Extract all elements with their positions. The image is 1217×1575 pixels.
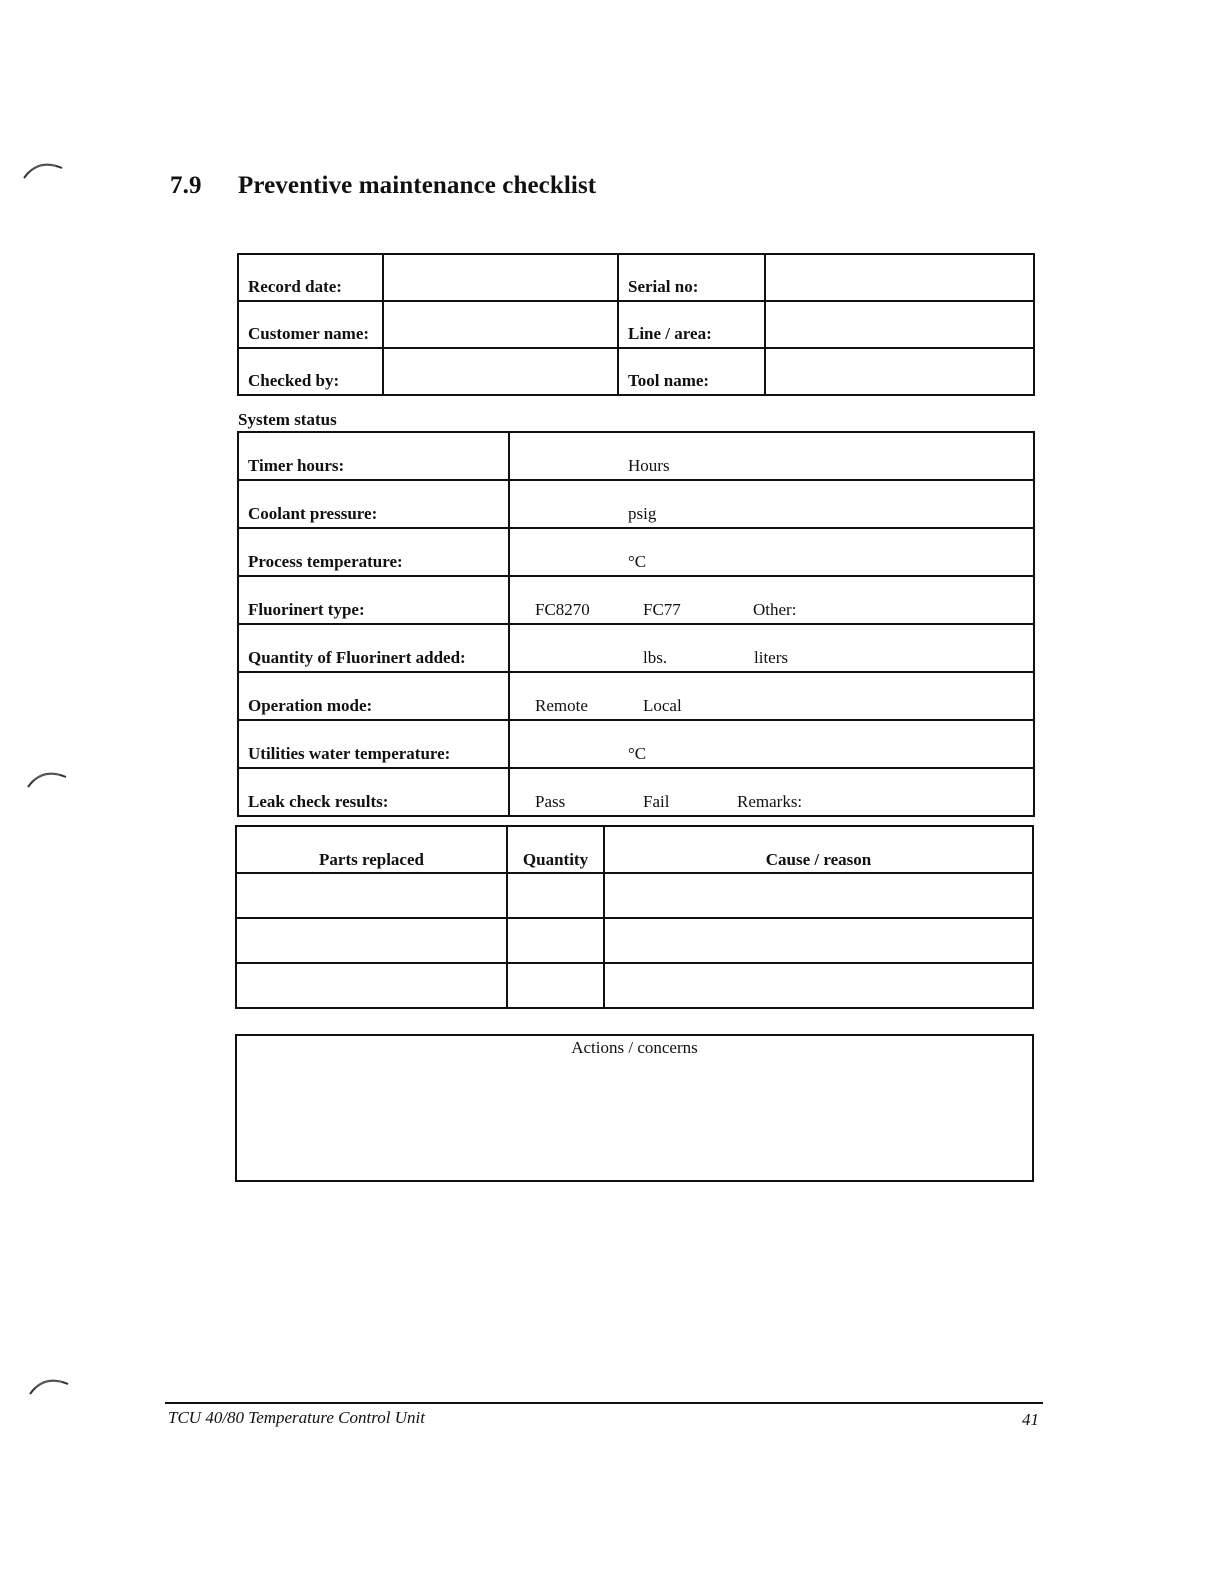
record-date-field[interactable]: [383, 254, 618, 301]
col-cause-reason: Cause / reason: [604, 826, 1033, 873]
process-temperature-field[interactable]: [509, 528, 1034, 576]
checked-by-label: Checked by:: [238, 348, 383, 395]
table-row: [238, 348, 1034, 395]
fluorinert-quantity-field[interactable]: [509, 624, 1034, 672]
tool-name-field[interactable]: [765, 348, 1034, 395]
utilities-water-temperature-label: Utilities water temperature:: [238, 720, 509, 768]
system-status-title: System status: [238, 410, 337, 429]
table-row: [238, 768, 1034, 816]
unit-hours: Hours: [628, 456, 670, 475]
option-other[interactable]: Other:: [753, 600, 797, 619]
table-row: [238, 528, 1034, 576]
table-row: [236, 963, 1033, 1008]
section-title: Preventive maintenance checklist: [238, 172, 597, 199]
quantity-cell[interactable]: [507, 918, 604, 963]
customer-name-field[interactable]: [383, 301, 618, 348]
quantity-cell[interactable]: [507, 963, 604, 1008]
table-row: [238, 432, 1034, 480]
option-fc77[interactable]: FC77: [643, 600, 681, 619]
table-header-row: [236, 826, 1033, 873]
fluorinert-type-label: Fluorinert type:: [238, 576, 509, 624]
col-quantity: Quantity: [507, 826, 604, 873]
table-row: [238, 624, 1034, 672]
line-area-label: Line / area:: [618, 301, 765, 348]
parts-replaced-table: [235, 825, 1034, 1009]
section-heading: [170, 172, 596, 200]
option-pass[interactable]: Pass: [535, 792, 566, 811]
line-area-field[interactable]: [765, 301, 1034, 348]
part-cell[interactable]: [236, 963, 507, 1008]
table-row: [238, 480, 1034, 528]
punch-hole-mark-bottom: [28, 1372, 72, 1402]
table-row: [238, 301, 1034, 348]
part-cell[interactable]: [236, 873, 507, 918]
punch-hole-mark-top: [22, 158, 66, 188]
operation-mode-options: [509, 672, 1034, 720]
fluorinert-quantity-label: Quantity of Fluorinert added:: [238, 624, 509, 672]
customer-name-label: Customer name:: [238, 301, 383, 348]
process-temperature-label: Process temperature:: [238, 528, 509, 576]
option-fail[interactable]: Fail: [643, 792, 670, 811]
quantity-cell[interactable]: [507, 873, 604, 918]
unit-celsius: °C: [628, 552, 647, 571]
footer-document-title: TCU 40/80 Temperature Control Unit: [168, 1408, 425, 1427]
part-cell[interactable]: [236, 918, 507, 963]
unit-psig: psig: [628, 504, 657, 523]
actions-concerns-box[interactable]: [235, 1034, 1034, 1182]
table-row: [236, 873, 1033, 918]
option-fc8270[interactable]: FC8270: [535, 600, 590, 619]
record-date-label: Record date:: [238, 254, 383, 301]
table-row: [236, 918, 1033, 963]
unit-liters: liters: [754, 648, 788, 667]
leak-check-options: [509, 768, 1034, 816]
table-row: [238, 720, 1034, 768]
option-local[interactable]: Local: [643, 696, 682, 715]
leak-check-label: Leak check results:: [238, 768, 509, 816]
table-row: [238, 672, 1034, 720]
operation-mode-label: Operation mode:: [238, 672, 509, 720]
footer-page-number: 41: [1022, 1410, 1039, 1429]
option-remote[interactable]: Remote: [535, 696, 588, 715]
col-parts-replaced: Parts replaced: [236, 826, 507, 873]
table-row: [238, 254, 1034, 301]
coolant-pressure-field[interactable]: [509, 480, 1034, 528]
unit-celsius: °C: [628, 744, 647, 763]
tool-name-label: Tool name:: [618, 348, 765, 395]
cause-cell[interactable]: [604, 918, 1033, 963]
system-status-table: [237, 431, 1035, 817]
timer-hours-field[interactable]: [509, 432, 1034, 480]
cause-cell[interactable]: [604, 873, 1033, 918]
footer-divider: [165, 1402, 1043, 1404]
timer-hours-label: Timer hours:: [238, 432, 509, 480]
cause-cell[interactable]: [604, 963, 1033, 1008]
utilities-water-temperature-field[interactable]: [509, 720, 1034, 768]
option-remarks[interactable]: Remarks:: [737, 792, 803, 811]
record-info-table: [237, 253, 1035, 396]
serial-no-field[interactable]: [765, 254, 1034, 301]
fluorinert-type-options: [509, 576, 1034, 624]
punch-hole-mark-middle: [26, 765, 70, 795]
coolant-pressure-label: Coolant pressure:: [238, 480, 509, 528]
checked-by-field[interactable]: [383, 348, 618, 395]
serial-no-label: Serial no:: [618, 254, 765, 301]
table-row: [238, 576, 1034, 624]
section-number: 7.9: [170, 172, 202, 199]
actions-concerns-title: Actions / concerns: [571, 1038, 698, 1057]
unit-lbs: lbs.: [643, 648, 668, 667]
